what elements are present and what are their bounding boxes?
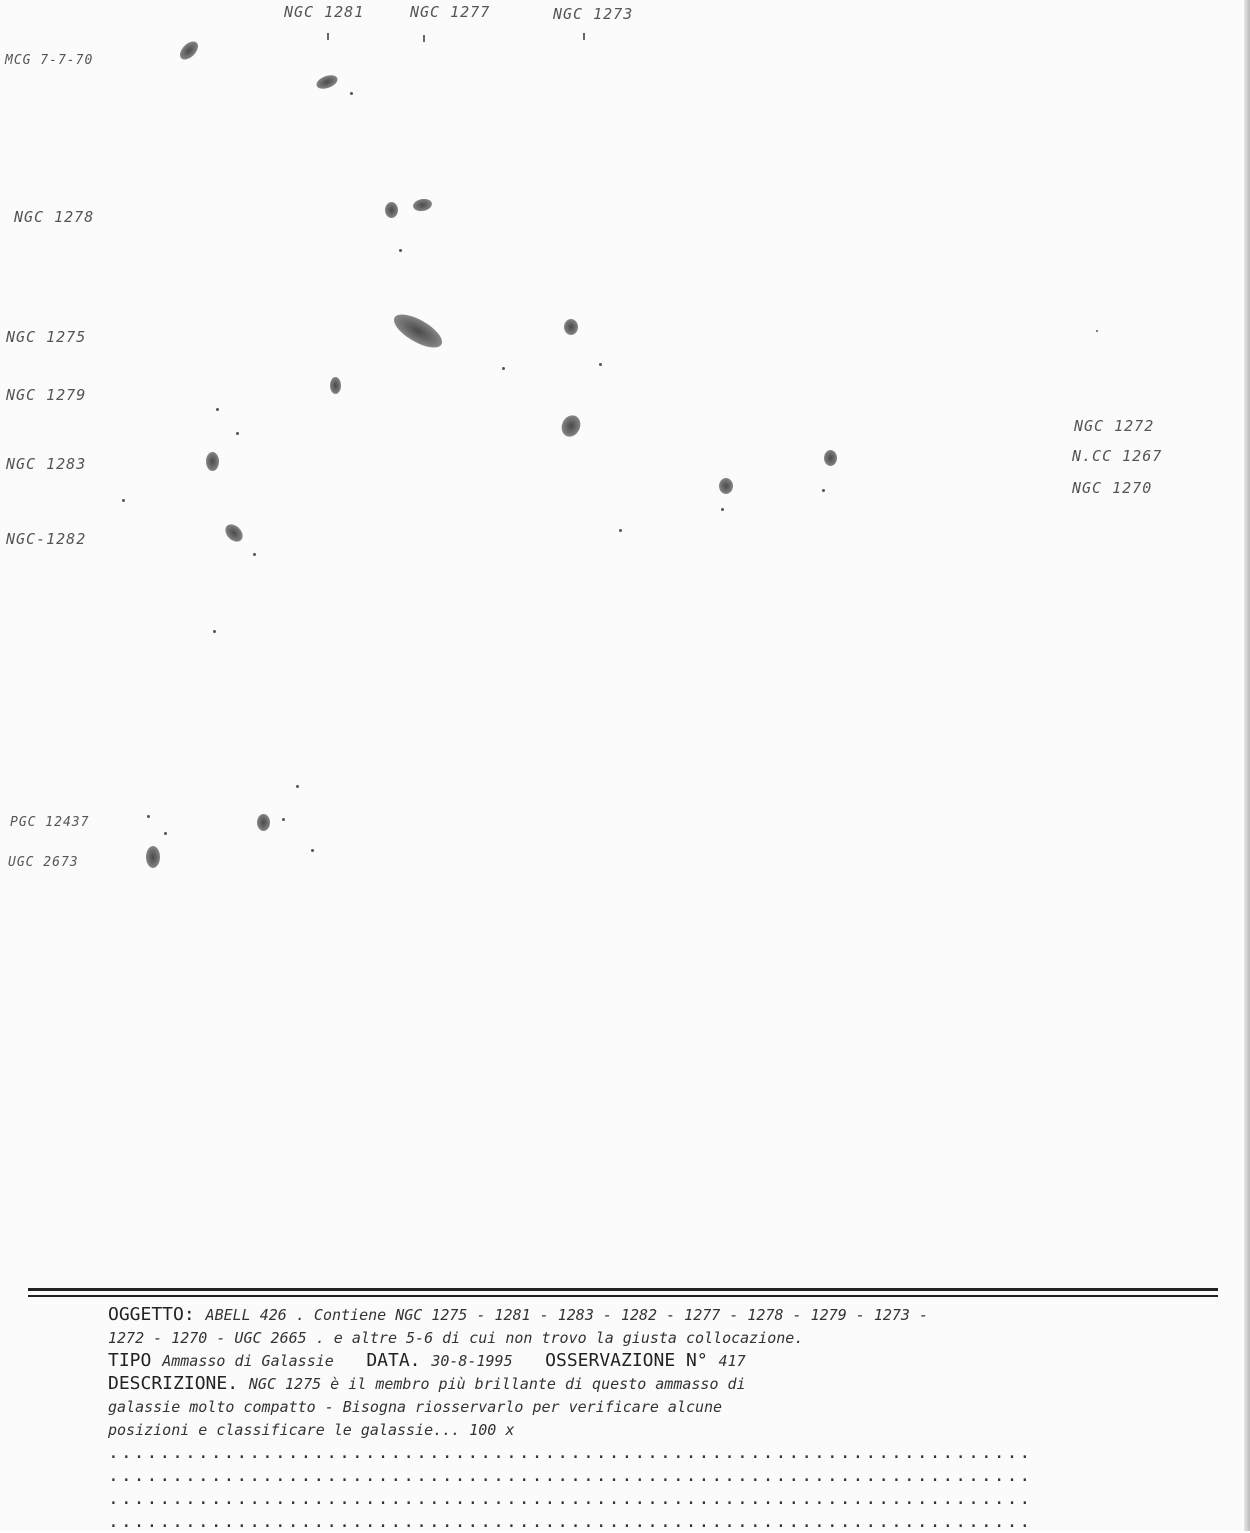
dotted-line: ........................................................................ — [108, 1511, 1033, 1532]
label-ngc1279: NGC 1279 — [6, 386, 87, 404]
tick-mark — [327, 33, 329, 40]
tick-mark — [583, 33, 585, 40]
galaxy-mcg7770 — [177, 38, 202, 63]
label-mcg7770: MCG 7-7-70 — [5, 53, 94, 68]
oggetto-value-2: 1272 - 1270 - UGC 2665 . e altre 5-6 di cui non trovo la giusta collocazione. — [108, 1329, 804, 1347]
dotted-line: ........................................................................ — [108, 1442, 1033, 1463]
tipo-row — [108, 1349, 1118, 1372]
data-label: DATA. — [366, 1350, 421, 1371]
galaxy-ngc1275 — [389, 308, 447, 354]
oggetto-row-2 — [108, 1326, 1118, 1349]
galaxy-ngc1267 — [824, 450, 837, 466]
observation-form — [108, 1303, 1118, 1533]
galaxy-ngc1282 — [222, 521, 246, 545]
label-ngc1282: NGC-1282 — [6, 530, 87, 548]
galaxy-ngc1278 — [385, 202, 398, 218]
star — [399, 249, 402, 252]
descrizione-row-3 — [108, 1418, 1118, 1441]
page-edge-shadow — [1244, 0, 1250, 1531]
oggetto-row — [108, 1303, 1118, 1326]
label-ngc1277: NGC 1277 — [410, 3, 491, 21]
oggetto-value: ABELL 426 . Contiene NGC 1275 - 1281 - 1283 - 1282 - 1277 - 1278 - 1279 - 1273 - — [205, 1306, 929, 1324]
label-ngc1283: NGC 1283 — [6, 455, 87, 473]
star — [599, 363, 602, 366]
descrizione-row-2 — [108, 1395, 1118, 1418]
galaxy-ugc2673 — [146, 846, 160, 868]
label-ngc1281: NGC 1281 — [284, 3, 365, 21]
tick-mark — [423, 35, 425, 42]
descrizione-row — [108, 1372, 1118, 1395]
star — [282, 818, 285, 821]
star — [253, 553, 256, 556]
tipo-value: Ammasso di Galassie — [162, 1352, 334, 1370]
star — [213, 630, 216, 633]
label-ngc1270: NGC 1270 — [1072, 479, 1153, 497]
osservazione-label: OSSERVAZIONE N° — [545, 1350, 708, 1371]
star — [122, 499, 125, 502]
galaxy-ngc1272 — [558, 412, 584, 440]
star — [164, 832, 167, 835]
label-ugc2673: UGC 2673 — [8, 855, 79, 870]
star — [822, 489, 825, 492]
dotted-line: ........................................................................ — [108, 1465, 1033, 1486]
galaxy-ngc1283 — [206, 452, 219, 471]
label-ngc1267: N.CC 1267 — [1072, 447, 1163, 465]
separator-line — [28, 1295, 1218, 1297]
star — [216, 408, 219, 411]
tipo-label: TIPO — [108, 1350, 152, 1371]
star — [1096, 330, 1098, 332]
star — [350, 92, 353, 95]
descrizione-value-2: galassie molto compatto - Bisogna riosservarlo per verificare alcune — [108, 1398, 723, 1416]
label-ngc1273: NGC 1273 — [553, 5, 634, 23]
galaxy-ngc1279 — [330, 377, 341, 394]
separator-line — [28, 1288, 1218, 1291]
star — [311, 849, 314, 852]
label-ngc1278: NGC 1278 — [14, 208, 95, 226]
star — [296, 785, 299, 788]
galaxy-ngc1277 — [412, 197, 433, 212]
descrizione-value: NGC 1275 è il membro più brillante di questo ammasso di — [248, 1375, 746, 1393]
star — [619, 529, 622, 532]
oggetto-label: OGGETTO: — [108, 1304, 195, 1325]
star — [721, 508, 724, 511]
label-ngc1272: NGC 1272 — [1074, 417, 1155, 435]
label-pgc12437: PGC 12437 — [10, 815, 90, 830]
galaxy-ngc1281 — [315, 73, 340, 92]
star — [502, 367, 505, 370]
galaxy-ngc1273 — [564, 319, 578, 335]
star — [147, 815, 150, 818]
osservazione-value: 417 — [718, 1352, 746, 1370]
galaxy-pgc12437 — [257, 814, 270, 831]
descrizione-value-3: posizioni e classificare le galassie... 100 x — [108, 1421, 515, 1439]
dotted-line: ........................................................................ — [108, 1488, 1033, 1509]
label-ngc1275: NGC 1275 — [6, 328, 87, 346]
data-value: 30-8-1995 — [431, 1352, 513, 1370]
star — [236, 432, 239, 435]
galaxy-ngc1270 — [719, 478, 733, 494]
descrizione-label: DESCRIZIONE. — [108, 1373, 239, 1394]
